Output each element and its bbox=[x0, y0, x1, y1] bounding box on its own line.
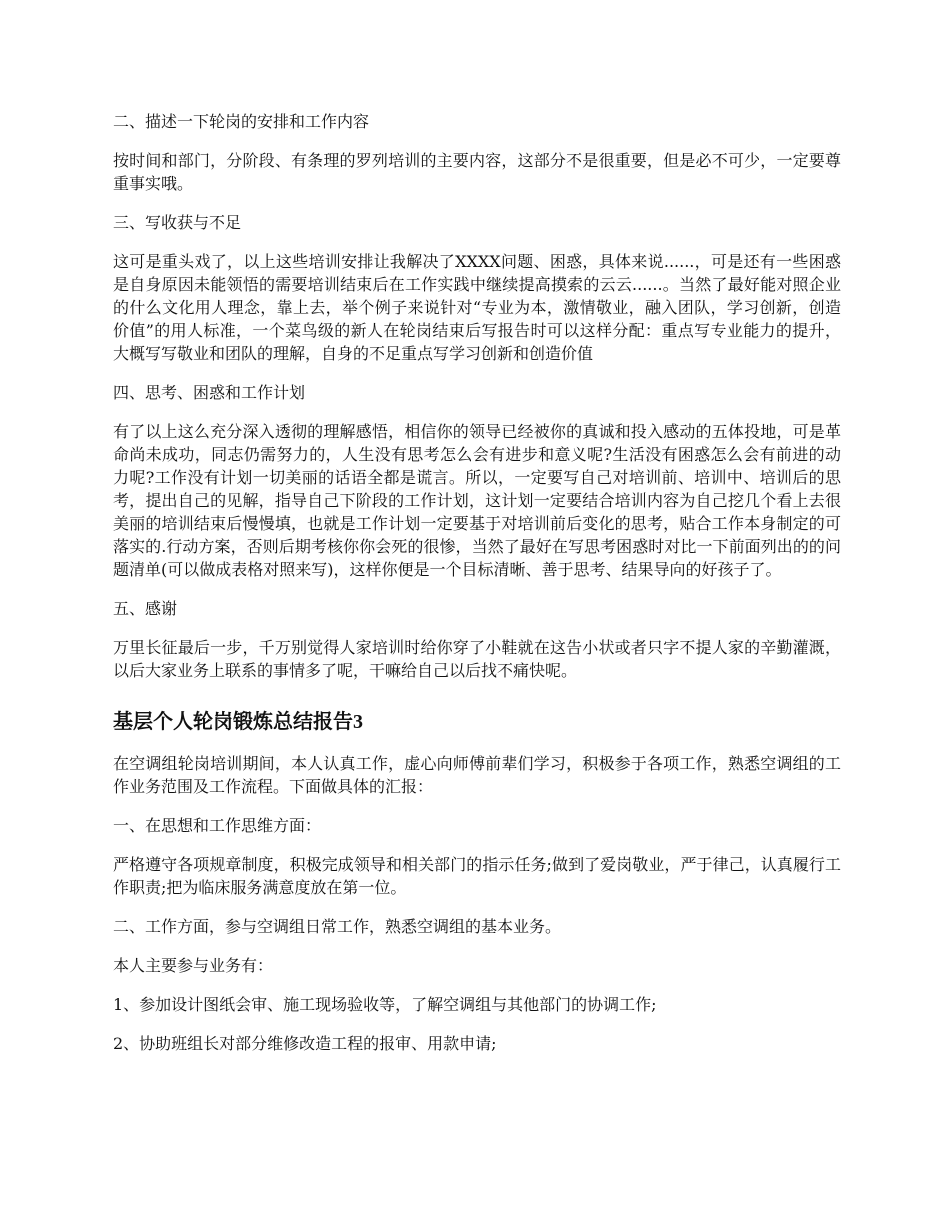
paragraph: 1、参加设计图纸会审、施工现场验收等，了解空调组与其他部门的协调工作; bbox=[113, 995, 657, 1014]
paragraph: 这可是重头戏了，以上这些培训安排让我解决了XXXX问题、困惑，具体来说......，可是还有一些困惑是自身原因未能领悟的需要培训结束后在工作实践中继续提高摸索的云云......。当然了最好能对照企业的什么文化用人理念，靠上去，举个例子来说针对“专业为本，激情敬业，融入团队，学习创新，创造价值”的用人标准，一个菜鸟级的新人在轮岗结束后写报告时可以这样分配：重点写专业能力的提升，大概写写敬业和团队的理解，自身的不足重点写学习创新和创造价值 bbox=[113, 252, 841, 363]
paragraph: 在空调组轮岗培训期间，本人认真工作，虚心向师傅前辈们学习，积极参于各项工作，熟悉空调组的工作业务范围及工作流程。下面做具体的汇报： bbox=[113, 754, 841, 796]
paragraph: 一、在思想和工作思维方面： bbox=[113, 816, 322, 835]
paragraph: 二、工作方面，参与空调组日常工作，熟悉空调组的基本业务。 bbox=[113, 917, 562, 936]
document-page bbox=[113, 110, 841, 1071]
paragraph: 五、感谢 bbox=[113, 599, 178, 618]
paragraph: 万里长征最后一步，千万别觉得人家培训时给你穿了小鞋就在这告小状或者只字不提人家的辛勤灌溉，以后大家业务上联系的事情多了呢，干嘛给自己以后找不痛快呢。 bbox=[113, 638, 841, 680]
paragraph: 有了以上这么充分深入透彻的理解感悟，相信你的领导已经被你的真诚和投入感动的五体投地，可是革命尚未成功，同志仍需努力的，人生没有思考怎么会有进步和意义呢?生活没有困惑怎么会有前进的动力呢?工作没有计划一切美丽的话语全都是谎言。所以，一定要写自己对培训前、培训中、培训后的思考，提出自己的见解，指导自己下阶段的工作计划，这计划一定要结合培训内容为自己挖几个看上去很美丽的培训结束后慢慢填，也就是工作计划一定要基于对培训前后变化的思考，贴合工作本身制定的可落实的.行动方案，否则后期考核你你会死的很惨，当然了最好在写思考困惑时对比一下前面列出的的问题清单(可以做成表格对照来写)，这样你便是一个目标清晰、善于思考、结果导向的好孩子了。 bbox=[113, 422, 841, 579]
paragraph: 按时间和部门，分阶段、有条理的罗列培训的主要内容，这部分不是很重要，但是必不可少，一定要尊重事实哦。 bbox=[113, 151, 841, 193]
paragraph: 二、描述一下轮岗的安排和工作内容 bbox=[113, 112, 370, 131]
paragraph: 严格遵守各项规章制度，积极完成领导和相关部门的指示任务;做到了爱岗敬业，严于律己，认真履行工作职责;把为临床服务满意度放在第一位。 bbox=[113, 855, 841, 897]
paragraph: 三、写收获与不足 bbox=[113, 213, 242, 232]
paragraph: 本人主要参与业务有： bbox=[113, 956, 274, 975]
paragraph: 四、思考、困惑和工作计划 bbox=[113, 383, 306, 402]
section-heading: 基层个人轮岗锻炼总结报告3 bbox=[113, 711, 363, 733]
paragraph: 2、协助班组长对部分维修改造工程的报审、用款申请; bbox=[113, 1034, 497, 1053]
